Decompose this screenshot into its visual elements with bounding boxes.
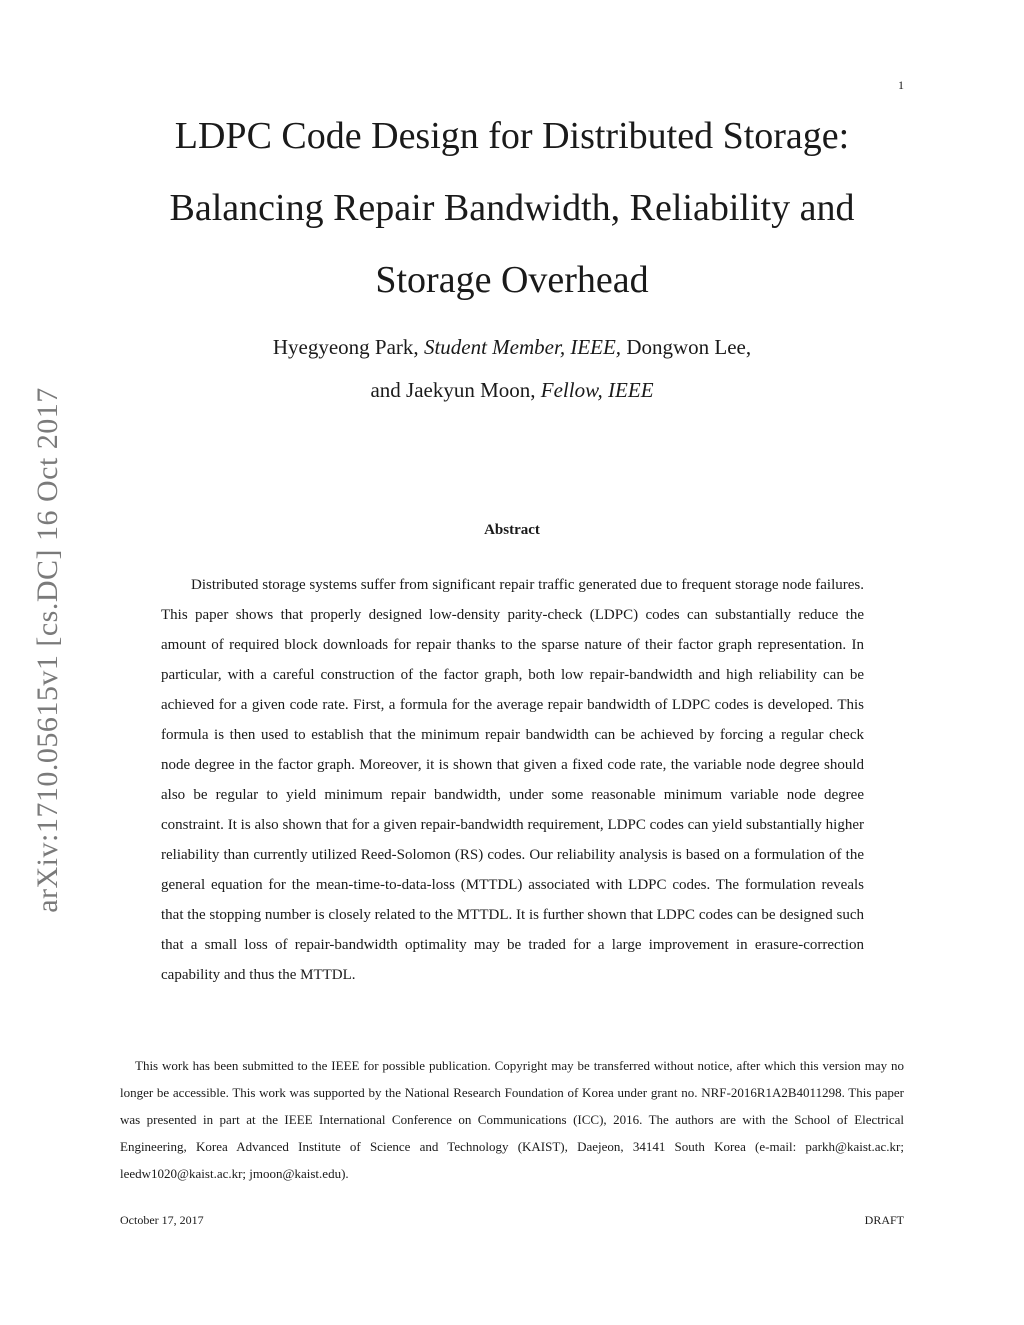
footer-date: October 17, 2017 bbox=[120, 1213, 204, 1227]
author-line-1 bbox=[120, 326, 904, 369]
author-name: and Jaekyun Moon, bbox=[370, 378, 536, 402]
author-membership: Student Member, IEEE, bbox=[423, 335, 622, 359]
footnote: This work has been submitted to the IEEE for possible publication. Copyright may be transferred without notice, after which this version may no longer be accessible. This work was supported by the National Research Foundation of Korea under grant no. NRF-2016R1A2B4011298. This paper was presented in part at the IEEE International Conference on Communications (ICC), 2016. The authors are with the School of Electrical Engineering, Korea Advanced Institute of Science and Technology (KAIST), Daejeon, 34141 South Korea (e-mail: parkh@kaist.ac.kr; leedw1020@kaist.ac.kr; jmoon@kaist.edu). bbox=[120, 1058, 904, 1181]
author-name: Dongwon Lee, bbox=[626, 335, 752, 359]
title-line-1: LDPC Code Design for Distributed Storage: bbox=[174, 115, 850, 157]
page-number: 1 bbox=[898, 78, 904, 92]
title-line-2: Balancing Repair Bandwidth, Reliability and bbox=[169, 187, 855, 229]
paper-title bbox=[120, 100, 904, 316]
abstract-heading: Abstract bbox=[484, 522, 540, 538]
title-line-3: Storage Overhead bbox=[375, 259, 649, 301]
author-name: Hyegyeong Park, bbox=[272, 335, 419, 359]
abstract-text: Distributed storage systems suffer from significant repair traffic generated due to frequent storage node failures. This paper shows that properly designed low-density parity-check (LDPC) codes can substantially reduce the amount of required block downloads for repair thanks to the sparse nature of their factor graph representation. In particular, with a careful construction of the factor graph, both low repair-bandwidth and high reliability can be achieved for a given code rate. First, a formula for the average repair bandwidth of LDPC codes is developed. This formula is then used to establish that the minimum repair bandwidth can be achieved by forcing a regular check node degree in the factor graph. Moreover, it is shown that given a fixed code rate, the variable node degree should also be regular to yield minimum repair bandwidth, under some reasonable minimum variable node degree constraint. It is also shown that for a given repair-bandwidth requirement, LDPC codes can yield substantially higher reliability than currently utilized Reed-Solomon (RS) codes. Our reliability analysis is based on a formulation of the general equation for the mean-time-to-data-loss (MTTDL) associated with LDPC codes. The formulation reveals that the stopping number is closely related to the MTTDL. It is further shown that LDPC codes can be designed such that a small loss of repair-bandwidth optimality may be traded for a large improvement in erasure-correction capability and thus the MTTDL. bbox=[161, 577, 864, 983]
arxiv-identifier-stamp: arXiv:1710.05615v1 [cs.DC] 16 Oct 2017 bbox=[31, 387, 64, 913]
author-block bbox=[120, 326, 904, 412]
author-line-2 bbox=[120, 369, 904, 412]
author-membership: Fellow, IEEE bbox=[540, 378, 654, 402]
footer-draft-label: DRAFT bbox=[864, 1213, 904, 1227]
